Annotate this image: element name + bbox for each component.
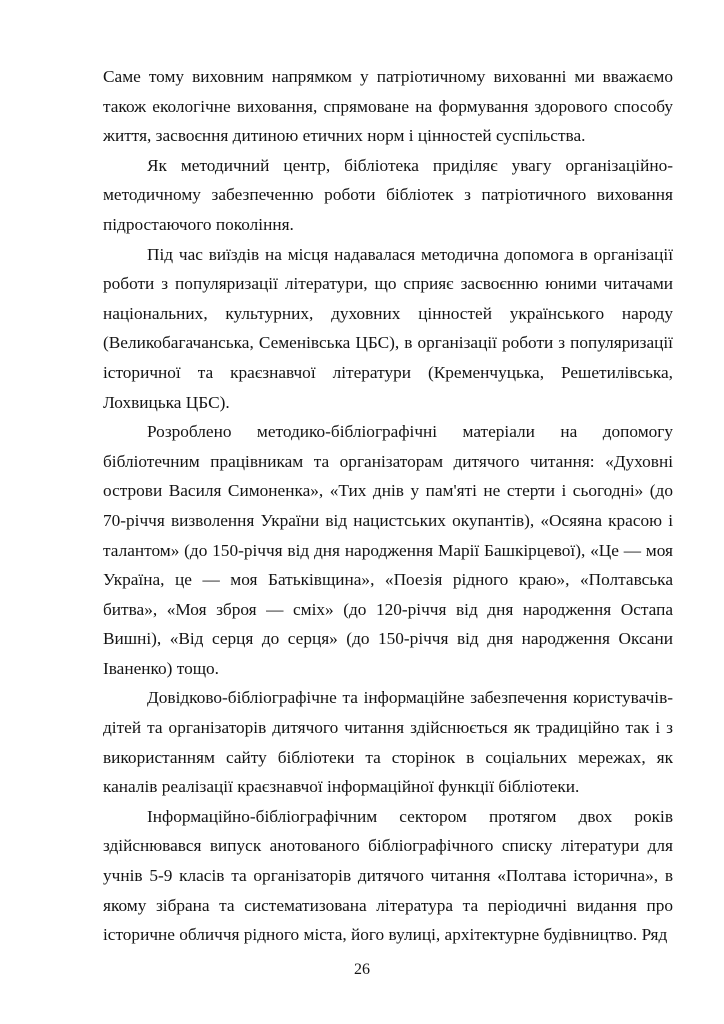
paragraph-5: Довідково-бібліографічне та інформаційне забезпечення користувачів-дітей та організаторів дитячого читання здійснюється як традиційно так і з використанням сайту бібліотеки та сторінок в соціальних мережах, як каналів реалізації краєзнавчої інформаційної функції бібліотеки. [103, 688, 673, 797]
page-body [103, 62, 673, 950]
paragraph-2: Як методичний центр, бібліотека приділяє увагу організаційно-методичному забезпеченню роботи бібліотек з патріотичного виховання підростаючого покоління. [103, 155, 673, 234]
paragraph-4: Розроблено методико-бібліографічні матеріали на допомогу бібліотечним працівникам та організаторам дитячого читання: «Духовні острови Василя Симоненка», «Тих днів у пам'яті не стерти і сьогодні» (до 70-річчя визволення України від нацистських окупантів), «Осяяна красою і талантом» (до 150-річчя від дня народження Марії Башкірцевої), «Це — моя Україна, це — моя Батьківщина», «Поезія рідного краю», «Полтавська битва», «Моя зброя — сміх» (до 120-річчя від дня народження Остапа Вишні), «Від серця до серця» (до 150-річчя від дня народження Оксани Іваненко) тощо. [103, 422, 673, 678]
paragraph-6: Інформаційно-бібліографічним сектором протягом двох років здійснювався випуск анотованого бібліографічного списку літератури для учнів 5-9 класів та організаторів дитячого читання «Полтава історична», в якому зібрана та систематизована література та періодичні видання про історичне обличчя рідного міста, його вулиці, архітектурне будівництво. Ряд [103, 806, 673, 945]
paragraph-1: Саме тому виховним напрямком у патріотичному вихованні ми вважаємо також екологічне виховання, спрямоване на формування здорового способу життя, засвоєння дитиною етичних норм і цінностей суспільства. [103, 67, 673, 146]
paragraph-3: Під час виїздів на місця надавалася методична допомога в організації роботи з популяризації літератури, що сприяє засвоєнню юними читачами національних, культурних, духовних цінностей українського народу (Великобагачанська, Семенівська ЦБС), в організації роботи з популяризації історичної та краєзнавчої літератури (Кременчуцька, Решетилівська, Лохвицька ЦБС). [103, 244, 673, 412]
page-number: 26 [354, 961, 370, 978]
